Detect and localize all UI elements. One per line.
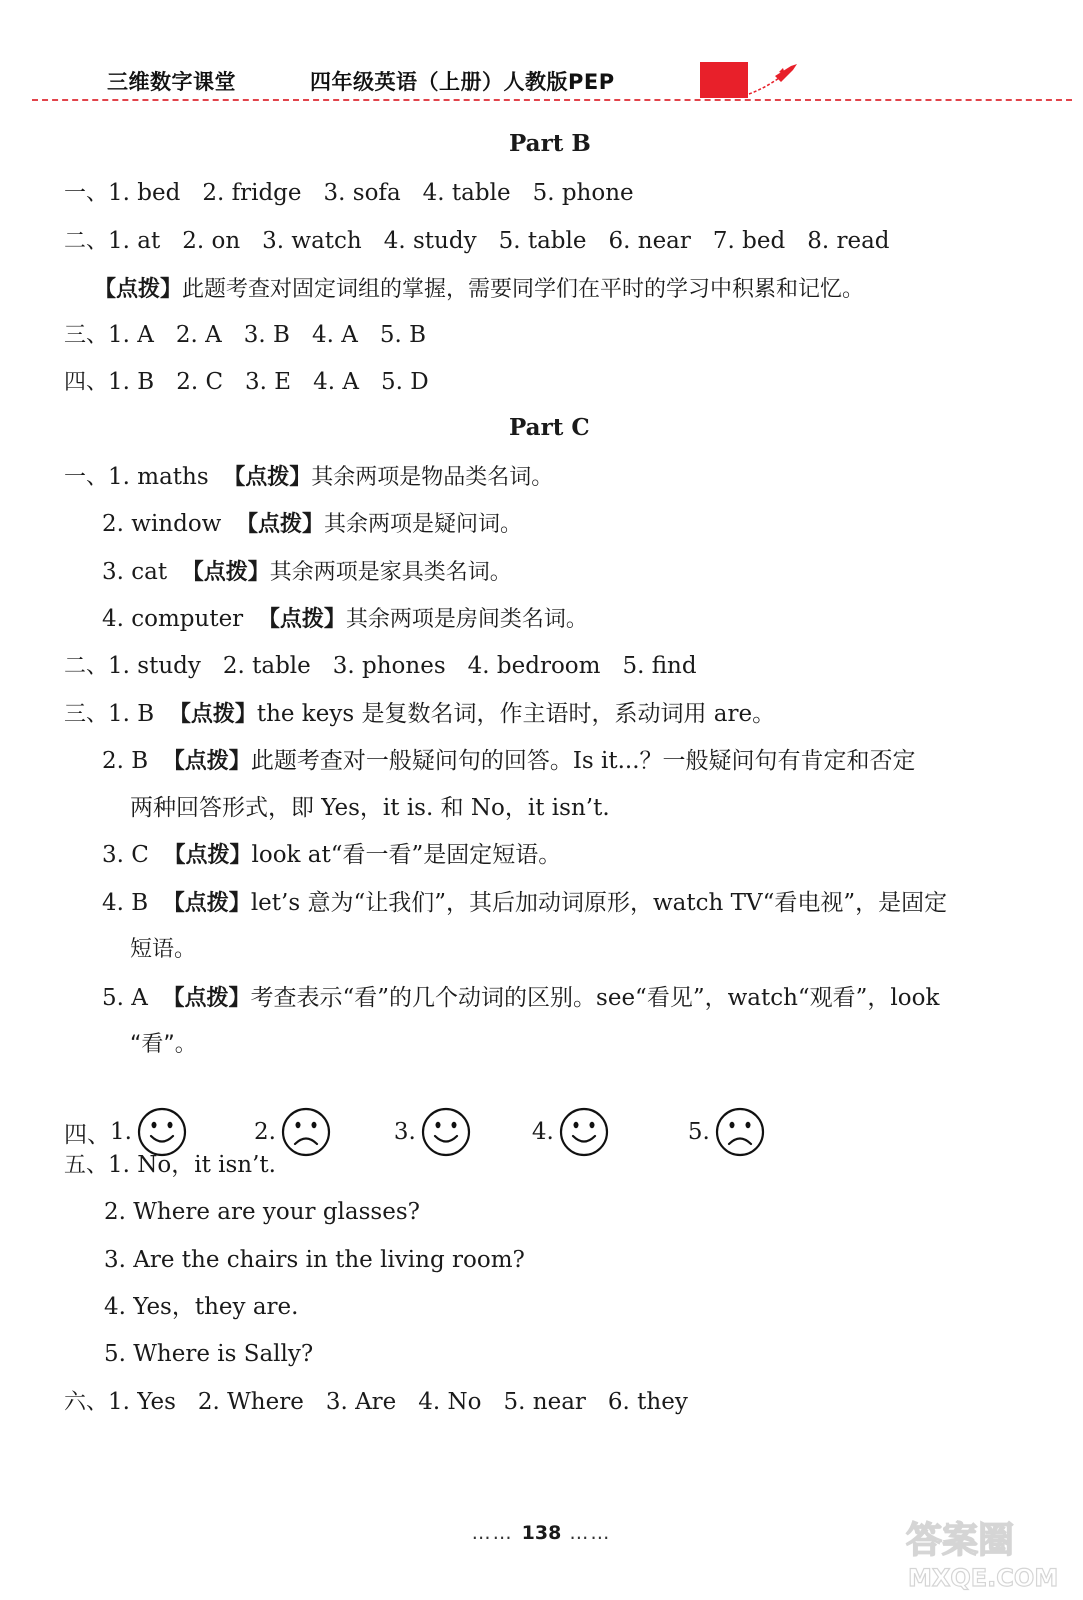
section-number: 四、 [64,370,109,395]
svg-text:MXQE.COM: MXQE.COM [908,1564,1059,1592]
hint-label: 【点拨】 [236,512,325,537]
section-number: 六、 [64,1390,109,1415]
hint-text: look at“看一看”是固定短语。 [251,842,562,868]
part-c-s3-row-1 [64,699,775,730]
header-book-title: 四年级英语（上册）人教版PEP [310,70,615,94]
header-series-title: 三维数字课堂 [107,70,236,94]
answer: 1. study [108,653,201,679]
hint-text: 其余两项是家具类名词。 [269,560,512,585]
part-c-s3-row-3 [102,840,561,871]
hint-text: 此题考查对一般疑问句的回答。Is it...？一般疑问句有肯定和否定 [250,748,916,774]
answer: 5. B [379,322,426,348]
answer: 1. B [108,701,155,727]
answer: 5. find [622,653,697,679]
sad-face-icon [714,1106,766,1158]
hint-label: 【点拨】 [162,749,251,774]
part-c-s1-row-3 [102,557,512,588]
answer: 3. E [245,369,292,395]
answer: 3. C [102,842,149,868]
answer: 4. table [422,180,511,206]
answer: 1. maths [108,464,209,490]
answer: 1. A [108,322,154,348]
part-b-section-3 [64,320,448,351]
face-answer-item [688,1106,766,1158]
footer-dots-left: …… [471,1522,514,1544]
part-c-s1-row-4 [102,604,588,635]
svg-text:答案圈: 答案圈 [906,1520,1015,1561]
answer: 3. cat [102,559,168,585]
answer: 5. phone [532,180,634,206]
answer: 7. bed [712,228,786,254]
answer: 4. A [313,369,359,395]
page-header [0,0,1083,112]
section-number: 一、 [64,465,109,490]
answer: 1. bed [108,180,181,206]
answer: 4. A [311,322,358,348]
answer: 1. at [108,228,161,254]
answer-sentence: 4. Yes，they are. [104,1294,299,1320]
hint-text: 其余两项是疑问词。 [324,512,523,537]
answer: 1. Yes [108,1389,176,1415]
answer-sentence: 5. Where is Sally? [104,1341,314,1367]
hint-label: 【点拨】 [94,277,183,302]
answer: 4. No [418,1389,482,1415]
hint-label: 【点拨】 [162,891,251,916]
answer: 5. table [498,228,587,254]
answer: 2. fridge [202,180,302,206]
hint-label: 【点拨】 [223,465,312,490]
part-c-s5-line-1 [64,1150,276,1181]
hint-label: 【点拨】 [163,843,252,868]
part-c-s3-row-5-cont: “看”。 [130,1032,197,1057]
part-c-section-2 [64,651,719,682]
answer: 3. phones [332,653,446,679]
answer: 5. A [102,985,148,1011]
part-b-section-2 [64,226,912,257]
answer: 5. near [503,1389,586,1415]
answer: 4. computer [102,606,244,632]
answer: 6. near [608,228,691,254]
hint-text: the keys 是复数名词，作主语时，系动词用 are。 [256,701,776,727]
hint-label: 【点拨】 [181,560,270,585]
answer: 2. Where [197,1389,304,1415]
answer: 2. on [182,228,241,254]
hint-text: 考查表示“看”的几个动词的区别。see“看见”，watch“观看”，look [250,985,940,1011]
face-number: 1. [110,1119,132,1145]
face-number: 4. [531,1119,554,1145]
part-b-section-2-hint [94,274,864,305]
hint-text: let’s 意为“让我们”，其后加动词原形，watch TV“看电视”，是固定 [250,890,948,916]
part-c-s3-row-2-cont: 两种回答形式，即 Yes，it is. 和 No，it isn’t. [130,795,610,821]
rocket-icon [745,58,801,98]
part-b-section-1 [64,178,656,209]
section-number: 二、 [64,654,109,679]
face-answer-item [394,1106,472,1158]
face-number: 2. [253,1119,276,1145]
face-number: 3. [393,1119,416,1145]
answer-sentence: 3. Are the chairs in the living room? [104,1247,525,1273]
section-number: 四、 [64,1121,110,1148]
section-number: 一、 [64,181,109,206]
answer-sentence: 2. Where are your glasses? [104,1199,420,1225]
answer: 3. B [243,322,290,348]
smiley-face-icon [558,1106,610,1158]
header-red-block [700,62,748,98]
part-c-s3-row-2 [102,746,916,777]
hint-text: 其余两项是房间类名词。 [345,607,588,632]
answer: 2. table [222,653,311,679]
answer: 4. B [102,890,149,916]
answer: 2. A [175,322,222,348]
answer: 3. sofa [323,180,401,206]
part-c-s1-row-1 [64,462,553,493]
face-number: 5. [687,1119,710,1145]
part-c-title: Part C [509,414,590,441]
part-c-s3-row-4-cont: 短语。 [130,937,197,962]
hint-label: 【点拨】 [168,702,257,727]
answer: 4. study [383,228,477,254]
part-b-title: Part B [509,130,591,157]
part-c-s3-row-5 [102,983,939,1014]
answer-sentence: 1. No，it isn’t. [108,1152,276,1178]
answer: 6. they [607,1389,688,1415]
section-number: 二、 [64,229,109,254]
part-c-s1-row-2 [102,509,522,540]
answer: 2. B [102,748,149,774]
answer: 2. window [102,511,222,537]
part-b-section-4 [64,367,451,398]
answer: 5. D [380,369,429,395]
header-divider [32,99,1072,101]
answer: 4. bedroom [467,653,601,679]
hint-text: 此题考查对固定词组的掌握，需要同学们在平时的学习中积累和记忆。 [182,277,865,302]
hint-label: 【点拨】 [162,986,251,1011]
answer: 2. C [176,369,224,395]
answer: 8. read [807,228,890,254]
section-number: 五、 [64,1153,109,1178]
answer: 3. watch [262,228,362,254]
answer: 1. B [108,369,155,395]
hint-label: 【点拨】 [257,607,346,632]
section-number: 三、 [64,702,109,727]
answer: 3. Are [325,1389,397,1415]
hint-text: 其余两项是物品类名词。 [311,465,554,490]
smiley-face-icon [420,1106,472,1158]
part-c-section-6 [64,1387,710,1418]
part-c-s3-row-4 [102,888,947,919]
sad-face-icon [280,1106,332,1158]
face-answer-item [532,1106,610,1158]
watermark-logo [900,1510,1070,1594]
page-number: 138 [521,1522,562,1544]
footer-dots-right: …… [569,1522,612,1544]
section-number: 三、 [64,323,109,348]
